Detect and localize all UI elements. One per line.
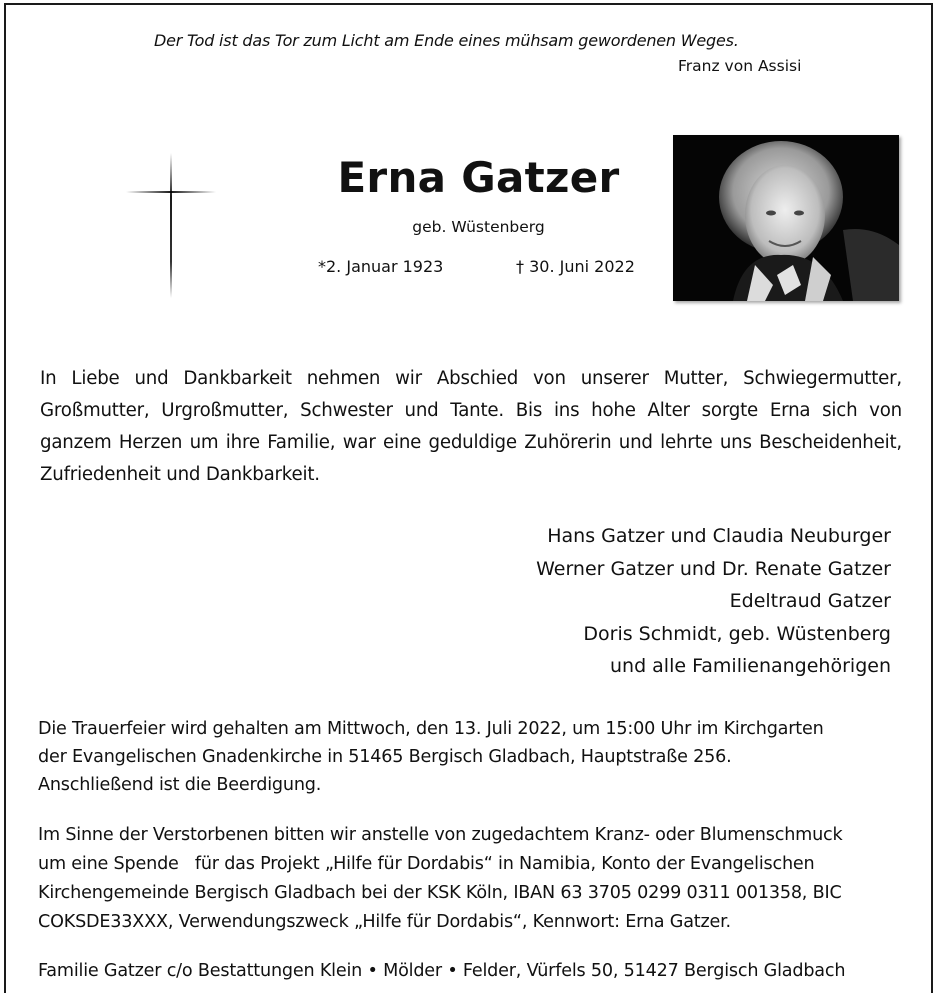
portrait-photo [673,135,899,301]
donation-line: Im Sinne der Verstorbenen bitten wir anstelle von zugedachtem Kranz- oder Blumenschmuck [38,825,843,845]
family-member: Doris Schmidt, geb. Wüstenberg [583,622,891,645]
family-member: Edeltraud Gatzer [729,590,891,612]
family-member: Werner Gatzer und Dr. Renate Gatzer [536,557,891,580]
quote-text: Der Tod ist das Tor zum Licht am Ende eines mühsam gewordenen Weges. [154,31,739,50]
family-list [391,520,891,683]
donation-text [38,821,918,937]
deceased-name: Erna Gatzer [337,153,620,202]
maiden-name: geb. Wüstenberg [412,218,545,236]
donation-line: COKSDE33XXX, Verwendungszweck „Hilfe für Dordabis“, Kennwort: Erna Gatzer. [38,912,731,932]
family-member: und alle Familienangehörigen [609,655,891,677]
cross-icon [126,153,216,298]
footer-address: Familie Gatzer c/o Bestattungen Klein • Mölder • Felder, Vürfels 50, 51427 Bergisch Gladbach [38,961,846,981]
quote-author: Franz von Assisi [678,57,802,75]
ceremony-line: Die Trauerfeier wird gehalten am Mittwoch, den 13. Juli 2022, um 15:00 Uhr im Kirchgarten [38,719,824,739]
death-date: † 30. Juni 2022 [516,257,635,276]
intro-text: In Liebe und Dankbarkeit nehmen wir Abschied von unserer Mutter, Schwiegermutter, Großmutter, Urgroßmutter, Schwester und Tante. Bis ins hohe Alter sorgte Erna sich von ganzem Herzen um ihre Familie, war eine geduldige Zuhörerin und lehrte uns Bescheidenheit, Zufriedenheit und Dankbarkeit. [40,368,902,485]
ceremony-line: der Evangelischen Gnadenkirche in 51465 Bergisch Gladbach, Hauptstraße 256. [38,747,732,767]
ceremony-text [38,715,918,799]
family-member: Hans Gatzer und Claudia Neuburger [547,525,891,547]
obituary-notice [4,3,933,993]
birth-date: *2. Januar 1923 [318,257,444,276]
ceremony-line: Anschließend ist die Beerdigung. [38,775,322,795]
donation-line: Kirchengemeinde Bergisch Gladbach bei der KSK Köln, IBAN 63 3705 0299 0311 001358, BIC [38,883,842,903]
donation-line: um eine Spende für das Projekt „Hilfe für Dordabis“ in Namibia, Konto der Evangelischen [38,854,815,874]
